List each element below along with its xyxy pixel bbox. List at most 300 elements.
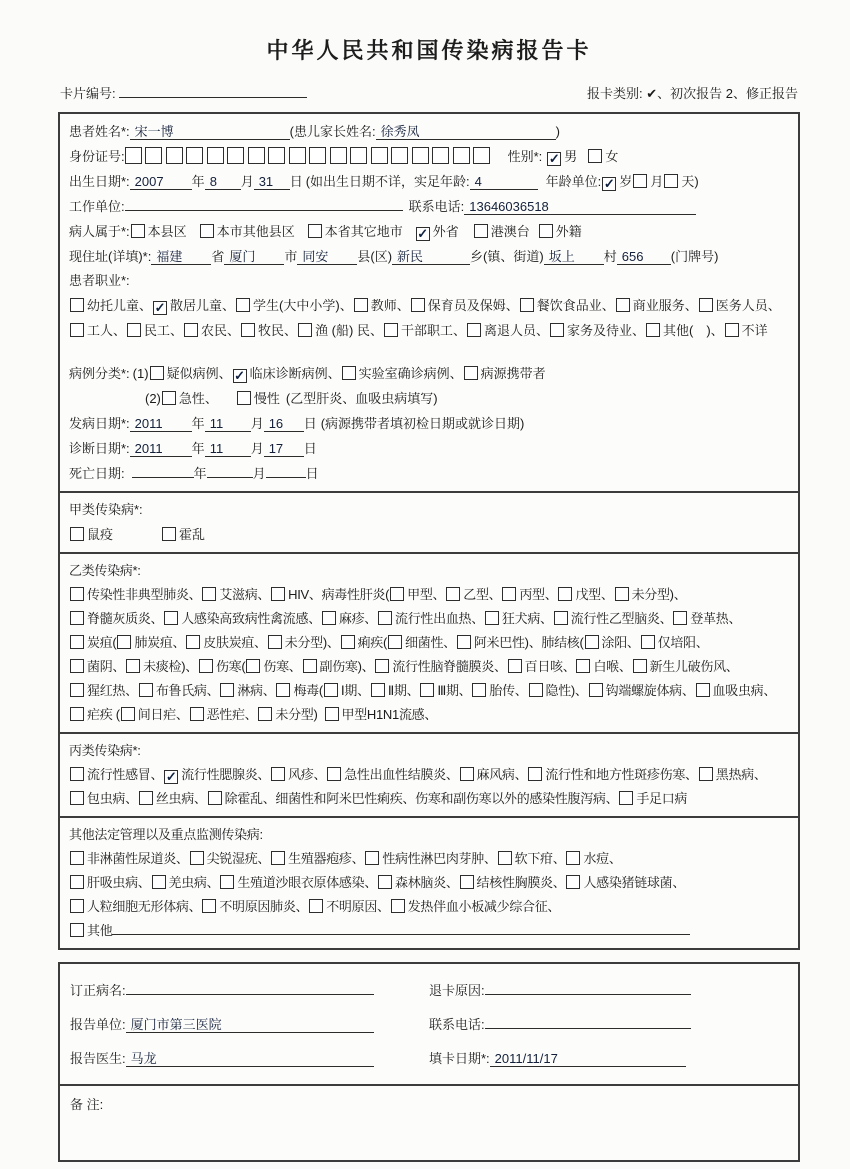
field-value[interactable]: 11 <box>205 441 251 457</box>
label: 皮肤炭疽、 <box>203 635 267 650</box>
label: 淋病、 <box>237 683 276 698</box>
label: 结核性胸膜炎、 <box>476 875 566 890</box>
label: 月 <box>250 416 264 431</box>
checkbox[interactable] <box>121 707 135 721</box>
correction-right-column <box>429 974 788 1076</box>
field-value[interactable] <box>207 477 253 478</box>
spacer <box>295 235 307 236</box>
field-value[interactable]: 17 <box>264 441 304 457</box>
field-value[interactable]: 2011 <box>130 416 192 432</box>
checkbox[interactable] <box>145 147 162 164</box>
label: 肝吸虫病、 <box>87 875 151 890</box>
label: 病例分类*: <box>69 366 130 381</box>
field-value[interactable]: 31 <box>254 174 290 190</box>
remarks-section <box>60 1084 798 1160</box>
checkbox[interactable] <box>566 851 580 865</box>
checkbox[interactable] <box>139 683 153 697</box>
label: 流行性乙型脑炎、 <box>570 611 673 626</box>
checkbox[interactable] <box>699 767 713 781</box>
label: 钩端螺旋体病、 <box>605 683 695 698</box>
checkbox[interactable] <box>520 298 534 312</box>
checkbox[interactable] <box>460 875 474 889</box>
checkbox[interactable] <box>576 659 590 673</box>
label: ) <box>555 124 560 139</box>
label: 现住址(详填)*: <box>69 249 152 264</box>
checkbox[interactable] <box>70 323 84 337</box>
label: 脊髓灰质炎、 <box>87 611 164 626</box>
checkbox[interactable] <box>220 683 234 697</box>
label: 实验室确诊病例、 <box>358 366 463 381</box>
checkbox[interactable] <box>241 323 255 337</box>
class-b-line-5 <box>69 679 789 703</box>
class-b-line-2 <box>69 607 789 631</box>
spacer <box>218 402 236 403</box>
checkbox[interactable] <box>550 323 564 337</box>
field-value[interactable]: 宋一博 <box>130 124 290 140</box>
label: 医务人员、 <box>715 298 781 313</box>
field-value[interactable]: 马龙 <box>126 1051 374 1067</box>
checkbox[interactable] <box>70 767 84 781</box>
checkbox[interactable] <box>70 875 84 889</box>
class-a-line-1 <box>69 522 789 547</box>
card-number-field[interactable] <box>119 97 307 98</box>
contact-phone-row <box>429 1008 788 1042</box>
checkbox[interactable] <box>664 174 678 188</box>
checkbox[interactable] <box>633 659 647 673</box>
checkbox[interactable] <box>566 875 580 889</box>
label: 非淋菌性尿道炎、 <box>87 851 189 866</box>
checkbox[interactable] <box>502 587 516 601</box>
checkbox[interactable] <box>117 635 131 649</box>
checkbox[interactable] <box>139 791 153 805</box>
checkbox[interactable] <box>164 611 178 625</box>
spacer <box>577 160 587 161</box>
checkbox[interactable] <box>289 147 306 164</box>
label: 麻风病、 <box>476 767 528 782</box>
checkbox[interactable] <box>330 147 347 164</box>
card-return-reason-row <box>429 974 788 1008</box>
field-value[interactable]: 16 <box>264 416 304 432</box>
field-value[interactable]: 2011 <box>130 441 192 457</box>
checkbox[interactable] <box>457 635 471 649</box>
label: 新生儿破伤风、 <box>649 659 739 674</box>
checkbox[interactable] <box>70 791 84 805</box>
label: 散居儿童、 <box>170 298 236 313</box>
label: 省 <box>211 249 225 264</box>
checkbox[interactable] <box>258 707 272 721</box>
checkbox[interactable] <box>384 323 398 337</box>
address-row <box>69 244 789 269</box>
fill-date-row <box>429 1042 788 1076</box>
checkbox[interactable] <box>268 147 285 164</box>
checkbox[interactable] <box>588 149 602 163</box>
label: 工人、 <box>87 323 127 338</box>
checkbox[interactable] <box>615 587 629 601</box>
checkbox[interactable] <box>309 899 323 913</box>
label: 日 <box>303 441 317 456</box>
checkbox[interactable] <box>298 323 312 337</box>
form-title: 中华人民共和国传染病报告卡 <box>266 38 592 63</box>
label: 出生日期*: <box>69 174 130 189</box>
label: 丙型、 <box>519 587 558 602</box>
field-value[interactable] <box>112 934 690 935</box>
checkbox[interactable] <box>388 635 402 649</box>
checkbox[interactable] <box>184 323 198 337</box>
work-unit-phone-row <box>69 194 789 219</box>
checkbox[interactable] <box>271 851 285 865</box>
checkbox[interactable] <box>646 323 660 337</box>
checkbox[interactable] <box>309 147 326 164</box>
checkbox[interactable] <box>327 767 341 781</box>
label: (门牌号) <box>670 249 719 264</box>
label: 外省 <box>432 224 459 239</box>
label: 细菌性、 <box>405 635 456 650</box>
checkbox[interactable] <box>378 875 392 889</box>
label: 其他 <box>87 923 113 938</box>
patient-name-row <box>69 119 789 144</box>
label: 肺炭疽、 <box>134 635 186 650</box>
report-type-value[interactable]: ✔、初次报告 2、修正报告 <box>646 86 798 101</box>
field-value[interactable] <box>132 477 194 478</box>
field-value[interactable]: 新民 <box>392 249 470 265</box>
label: 乡(镇、街道) <box>470 249 544 264</box>
label: 血吸虫病、 <box>712 683 777 698</box>
spacer <box>69 343 789 361</box>
label: 县(区) <box>357 249 393 264</box>
label: 流行性和地方性斑疹伤寒、 <box>545 767 698 782</box>
label: 痢疾( <box>357 635 388 650</box>
label: 疑似病例、 <box>166 366 232 381</box>
checkbox[interactable] <box>70 659 84 673</box>
field-value[interactable]: 同安 <box>297 249 357 265</box>
label: 天) <box>681 174 699 189</box>
checkbox[interactable] <box>699 298 713 312</box>
checkbox[interactable] <box>391 147 408 164</box>
label: 餐饮食品业、 <box>536 298 615 313</box>
header-row <box>60 83 798 102</box>
checkbox[interactable] <box>391 899 405 913</box>
checkbox-checked[interactable]: ✓ <box>165 769 177 784</box>
field-value[interactable] <box>485 994 691 995</box>
occupation-line-1 <box>69 293 789 318</box>
checkbox[interactable] <box>464 366 478 380</box>
label: 未分型)、 <box>631 587 687 602</box>
checkbox[interactable] <box>70 923 84 937</box>
checkbox-checked[interactable]: ✓ <box>234 368 246 383</box>
checkbox[interactable] <box>371 147 388 164</box>
spacer <box>538 185 546 186</box>
label: 农民、 <box>201 323 241 338</box>
checkbox[interactable] <box>70 635 84 649</box>
checkbox[interactable] <box>70 707 84 721</box>
checkbox[interactable] <box>199 659 213 673</box>
checkbox[interactable] <box>70 587 84 601</box>
checkbox[interactable] <box>460 767 474 781</box>
checkbox[interactable] <box>390 587 404 601</box>
label: 仅培阳、 <box>657 635 709 650</box>
label: (如出生日期不详，实足年龄: <box>305 174 470 189</box>
label: 流行性脑脊髓膜炎、 <box>392 659 507 674</box>
label: 肺结核( <box>541 635 584 650</box>
class-a-section <box>60 491 798 552</box>
label: 急性出血性结膜炎、 <box>344 767 459 782</box>
checkbox[interactable] <box>725 323 739 337</box>
label: 订正病名: <box>70 983 126 998</box>
checkbox[interactable] <box>467 323 481 337</box>
card-number-group <box>60 83 307 102</box>
checkbox[interactable] <box>371 683 385 697</box>
checkbox[interactable] <box>619 791 633 805</box>
other-line-3 <box>69 895 789 919</box>
checkbox[interactable] <box>237 391 251 405</box>
onset-date-row <box>69 411 789 436</box>
checkbox[interactable] <box>411 298 425 312</box>
checkbox[interactable] <box>325 707 339 721</box>
label: 麻疹、 <box>338 611 378 626</box>
checkbox[interactable] <box>220 875 234 889</box>
class-c-line-2 <box>69 787 789 811</box>
correction-area <box>60 964 798 1084</box>
report-type-group <box>587 83 798 102</box>
checkbox[interactable] <box>585 635 599 649</box>
label: 填卡日期*: <box>429 1051 490 1066</box>
checkbox[interactable] <box>70 851 84 865</box>
field-value[interactable]: 坂上 <box>544 249 604 265</box>
field-value[interactable]: 厦门 <box>224 249 284 265</box>
checkbox[interactable] <box>202 899 216 913</box>
label: 猩红热、 <box>87 683 138 698</box>
field-value[interactable]: 福建 <box>151 249 211 265</box>
checkbox[interactable] <box>70 899 84 913</box>
label: 家务及待业、 <box>566 323 645 338</box>
label: 教师、 <box>370 298 410 313</box>
class-c-line-1 <box>69 763 789 787</box>
label: 退卡原因: <box>429 983 485 998</box>
label: 霍乱 <box>179 527 206 542</box>
label: 狂犬病、 <box>501 611 553 626</box>
label: 羌虫病、 <box>168 875 220 890</box>
label: 月 <box>252 466 266 481</box>
checkbox[interactable] <box>539 224 553 238</box>
label: 布鲁氏病、 <box>155 683 220 698</box>
field-value[interactable] <box>126 994 374 995</box>
checkbox[interactable] <box>126 659 140 673</box>
class-b-line-6 <box>69 703 789 727</box>
checkbox[interactable] <box>276 683 290 697</box>
field-value[interactable]: 2007 <box>130 174 192 190</box>
checkbox[interactable] <box>162 527 176 541</box>
label: 联系电话: <box>429 1017 485 1032</box>
label: 阿米巴性)、 <box>473 635 542 650</box>
label: 涂阳、 <box>601 635 640 650</box>
checkbox[interactable] <box>200 224 214 238</box>
checkbox[interactable] <box>268 635 282 649</box>
checkbox[interactable] <box>508 659 522 673</box>
field-value[interactable]: 656 <box>617 249 671 265</box>
checkbox[interactable] <box>70 527 84 541</box>
label: 传染性非典型肺炎、 <box>87 587 202 602</box>
checkbox[interactable] <box>554 611 568 625</box>
label: 流行性腮腺炎、 <box>181 767 271 782</box>
checkbox[interactable] <box>246 659 260 673</box>
checkbox[interactable] <box>131 224 145 238</box>
label: HIV、 <box>288 587 322 602</box>
field-value[interactable]: 厦门市第三医院 <box>126 1017 374 1033</box>
label: 丝虫病、 <box>155 791 207 806</box>
checkbox[interactable] <box>152 875 166 889</box>
label: Ⅲ期、 <box>437 683 472 698</box>
label: 病源携带者 <box>480 366 546 381</box>
checkbox[interactable] <box>70 298 84 312</box>
checkbox[interactable] <box>202 587 216 601</box>
checkbox[interactable] <box>354 298 368 312</box>
label: 水痘、 <box>583 851 622 866</box>
spacer <box>113 538 161 539</box>
checkbox[interactable] <box>432 147 449 164</box>
checkbox[interactable] <box>70 611 84 625</box>
checkbox[interactable] <box>350 147 367 164</box>
label: (患儿家长姓名: <box>289 124 376 139</box>
label: 森林脑炎、 <box>395 875 459 890</box>
field-value[interactable] <box>125 210 403 211</box>
checkbox[interactable] <box>589 683 603 697</box>
spacer <box>187 235 199 236</box>
label: 伤寒、 <box>263 659 302 674</box>
checkbox[interactable] <box>166 147 183 164</box>
checkbox[interactable] <box>641 635 655 649</box>
checkbox[interactable] <box>227 147 244 164</box>
checkbox-checked[interactable]: ✓ <box>417 226 429 241</box>
label: (1) <box>132 366 149 381</box>
checkbox[interactable] <box>322 611 336 625</box>
checkbox[interactable] <box>207 147 224 164</box>
field-value[interactable] <box>266 477 306 478</box>
label: 甲型H1N1流感、 <box>341 707 438 722</box>
checkbox[interactable] <box>375 659 389 673</box>
checkbox[interactable] <box>70 683 84 697</box>
label: 性病性淋巴肉芽肿、 <box>382 851 497 866</box>
label: 月 <box>240 174 254 189</box>
label: 本市其他县区 <box>216 224 295 239</box>
checkbox[interactable] <box>190 707 204 721</box>
remarks-label: 备 注: <box>70 1097 104 1112</box>
field-value[interactable]: 徐秀凤 <box>376 124 556 140</box>
label: 月 <box>650 174 664 189</box>
patient-info-section <box>60 114 798 491</box>
other-line-2 <box>69 871 789 895</box>
checkbox[interactable] <box>324 683 338 697</box>
label: 村 <box>603 249 617 264</box>
checkbox[interactable] <box>248 147 265 164</box>
checkbox[interactable] <box>633 174 647 188</box>
checkbox[interactable] <box>529 683 543 697</box>
checkbox-checked[interactable]: ✓ <box>154 300 166 315</box>
checkbox[interactable] <box>190 851 204 865</box>
label: 间日疟、 <box>137 707 189 722</box>
checkbox[interactable] <box>150 366 164 380</box>
checkbox[interactable] <box>271 767 285 781</box>
checkbox[interactable] <box>474 224 488 238</box>
class-b-line-4 <box>69 655 789 679</box>
checkbox[interactable] <box>498 851 512 865</box>
checkbox[interactable] <box>342 366 356 380</box>
occupation-line-2 <box>69 318 789 343</box>
checkbox[interactable] <box>446 587 460 601</box>
label: 不明原因肺炎、 <box>219 899 309 914</box>
checkbox[interactable] <box>473 147 490 164</box>
class-a-label: 甲类传染病*: <box>69 502 143 517</box>
checkbox[interactable] <box>472 683 486 697</box>
checkbox[interactable] <box>208 791 222 805</box>
checkbox[interactable] <box>162 391 176 405</box>
checkbox-checked[interactable]: ✓ <box>603 176 615 191</box>
case-classification-row-2 <box>69 386 789 411</box>
checkbox[interactable] <box>528 767 542 781</box>
label: 身份证号: <box>69 149 125 164</box>
field-value[interactable]: 11 <box>205 416 251 432</box>
label: 炭疽( <box>87 635 117 650</box>
checkbox[interactable] <box>616 298 630 312</box>
label: 急性、 <box>178 391 218 406</box>
label: (2) <box>145 391 161 406</box>
checkbox[interactable] <box>125 147 142 164</box>
checkbox-checked[interactable]: ✓ <box>548 151 560 166</box>
checkbox[interactable] <box>271 587 285 601</box>
other-diseases-label: 其他法定管理以及重点监测传染病: <box>69 827 263 842</box>
checkbox[interactable] <box>186 147 203 164</box>
checkbox[interactable] <box>696 683 710 697</box>
checkbox[interactable] <box>420 683 434 697</box>
checkbox[interactable] <box>485 611 499 625</box>
checkbox[interactable] <box>378 611 392 625</box>
label: 学生(大中小学)、 <box>253 298 353 313</box>
label: 男 <box>564 149 578 164</box>
label: (乙型肝炎、血吸虫病填写) <box>285 391 438 406</box>
field-value[interactable]: 4 <box>470 174 538 190</box>
label: 病毒性肝炎( <box>321 587 390 602</box>
checkbox[interactable] <box>127 323 141 337</box>
field-value[interactable]: 13646036518 <box>464 199 696 215</box>
class-b-line-1 <box>69 583 789 607</box>
spacer <box>403 235 415 236</box>
checkbox[interactable] <box>186 635 200 649</box>
label: 生殖器疱疹、 <box>288 851 365 866</box>
label: 病人属于*: <box>69 224 130 239</box>
checkbox[interactable] <box>412 147 429 164</box>
label: 月 <box>250 441 264 456</box>
label: 本县区 <box>147 224 187 239</box>
checkbox[interactable] <box>308 224 322 238</box>
label: 性别*: <box>507 149 543 164</box>
checkbox[interactable] <box>453 147 470 164</box>
field-value[interactable]: 2011/11/17 <box>490 1051 686 1067</box>
label: 生殖道沙眼衣原体感染、 <box>237 875 378 890</box>
field-value[interactable]: 8 <box>205 174 241 190</box>
label: 临床诊断病例、 <box>249 366 341 381</box>
label: 岁 <box>619 174 633 189</box>
label: 工作单位: <box>69 199 125 214</box>
checkbox[interactable] <box>365 851 379 865</box>
checkbox[interactable] <box>558 587 572 601</box>
label: (病源携带者填初检日期或就诊日期) <box>320 416 525 431</box>
checkbox[interactable] <box>303 659 317 673</box>
field-value[interactable] <box>485 1028 691 1029</box>
id-number-sex-row <box>69 144 789 169</box>
spacer <box>69 402 145 403</box>
checkbox[interactable] <box>341 635 355 649</box>
checkbox[interactable] <box>236 298 250 312</box>
checkbox[interactable] <box>673 611 687 625</box>
